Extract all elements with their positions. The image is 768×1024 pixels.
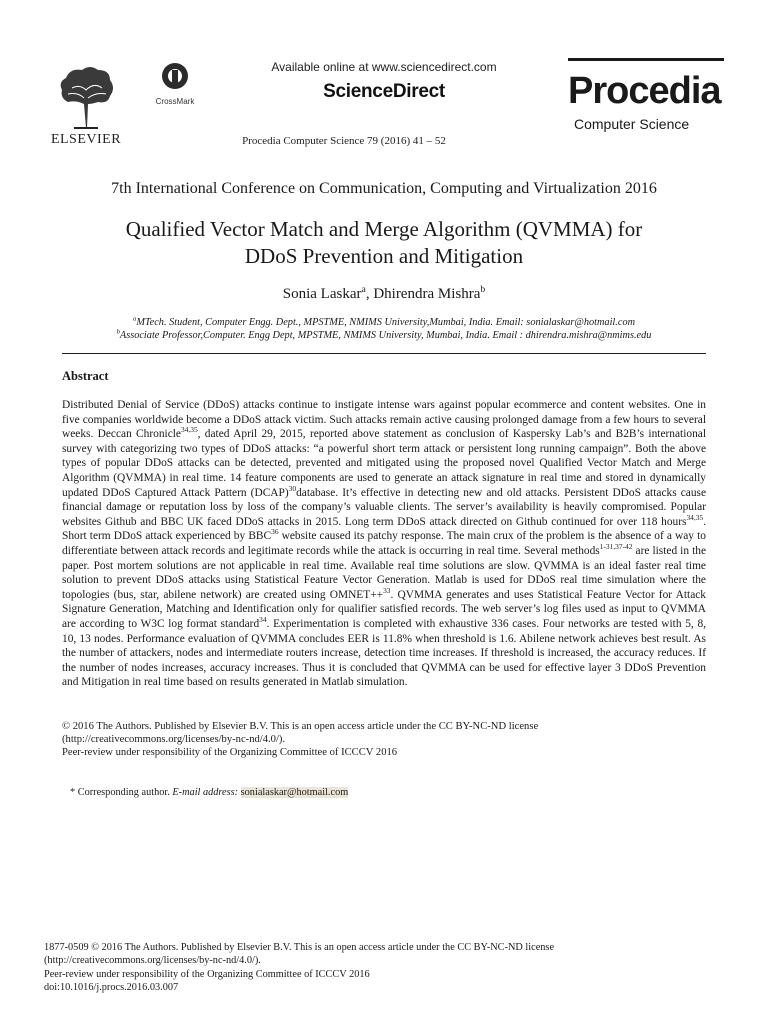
license-link[interactable]: (http://creativecommons.org/licenses/by-nc-nd/4.0/). xyxy=(62,734,286,746)
citation-ref[interactable]: 34,35 xyxy=(180,425,198,435)
citation-ref[interactable]: 34,35 xyxy=(686,512,704,522)
footer-license-link[interactable]: (http://creativecommons.org/licenses/by-nc-nd/4.0/). xyxy=(44,955,261,967)
abstract-text: website caused its patchy response. The main crux of the problem is the absence of a way to differentiate between attack records and legitimate records while the attack is occurring in real time. Several methods xyxy=(62,530,706,557)
abstract-text: database. It’s effective in detecting new and old attacks. Persistent DDoS attacks cause financial damage or reputation loss by loss of the company’s valuable clients. The server’s availability is heavily compromised. Popular websites Github and BBC UK faced DDoS attacks in 2015. Long term DDoS attack directed on Github continued for over 118 hours xyxy=(62,486,706,528)
corresponding-email-link[interactable]: sonialaskar@hotmail.com xyxy=(240,787,349,798)
abstract-heading: Abstract xyxy=(62,369,109,383)
footer-issn-line: 1877-0509 © 2016 The Authors. Published by Elsevier B.V. This is an open access article under the CC BY-NC-ND license xyxy=(44,942,555,953)
page-footer xyxy=(44,941,724,994)
citation-ref[interactable]: 36 xyxy=(271,527,279,537)
elsevier-wordmark: ELSEVIER xyxy=(50,132,122,147)
email-label: E-mail address: xyxy=(172,787,239,798)
license-block xyxy=(62,720,706,760)
affil-mark: a xyxy=(132,315,137,323)
author-list xyxy=(0,286,768,303)
procedia-title: Procedia xyxy=(568,70,721,112)
affiliation-text: Associate Professor,Computer. Engg Dept, MPSTME, NMIMS University, Mumbai, India. Email : dhirendra.mishra@nmims.edu xyxy=(119,330,652,341)
author-name: Dhirendra Mishra xyxy=(373,286,481,302)
section-divider xyxy=(62,353,706,354)
citation-ref[interactable]: 33 xyxy=(383,585,391,595)
affiliation-a xyxy=(0,317,768,328)
procedia-branding xyxy=(558,58,724,136)
peer-review-line: Peer-review under responsibility of the Organizing Committee of ICCCV 2016 xyxy=(62,747,398,759)
paper-title-line2: DDoS Prevention and Mitigation xyxy=(244,244,524,268)
available-online-text: Available online at www.sciencedirect.com xyxy=(271,60,497,74)
conference-name: 7th International Conference on Communication, Computing and Virtualization 2016 xyxy=(111,180,657,197)
procedia-subtitle: Computer Science xyxy=(574,116,690,132)
crossmark-label: CrossMark xyxy=(155,97,195,106)
abstract-text: are listed in the paper. Post mortem solutions are not applicable in real time. Available real time solutions are slow. QVMMA is an ideal faster real time solution to prevent DDoS attacks using Statistical Feature Vector Generation. Matlab is used for DDoS real time simulation where the topologies (bus, star, abilene network) are created using OMNET++ xyxy=(62,544,706,601)
author-affil-mark: b xyxy=(480,284,486,295)
paper-title xyxy=(60,216,708,270)
journal-reference: Procedia Computer Science 79 (2016) 41 – 52 xyxy=(242,135,446,147)
citation-ref[interactable]: 34 xyxy=(259,615,267,625)
abstract-text: . Short term DDoS attack experienced by BBC xyxy=(62,515,706,543)
corresponding-author xyxy=(70,787,348,798)
author-affil-mark: a xyxy=(361,284,366,295)
affiliation-b xyxy=(0,330,768,341)
abstract-text: , dated April 29, 2015, reported above statement as conclusion of Kaspersky Lab’s and B2B’s international survey with categorizing two types of DDoS attacks: “a powerful short term attack or persistent long running campaign”. Both the above types of popular DDoS attacks can be detected, prevented and mitigated using the proposed novel Qualified Vector Match and Merge Algorithm (QVMMA) in real time. 14 feature components are used to generate an attack signature in real time and stored in dynamically updated DDoS Captured Attack Pattern (DCAP) xyxy=(62,428,706,499)
footer-doi[interactable]: doi:10.1016/j.procs.2016.03.007 xyxy=(44,981,179,993)
license-line: © 2016 The Authors. Published by Elsevier B.V. This is an open access article under the CC BY-NC-ND license xyxy=(62,721,539,732)
sciencedirect-wordmark: ScienceDirect xyxy=(323,81,445,102)
corresponding-prefix: * Corresponding author. xyxy=(70,787,170,798)
procedia-rule xyxy=(568,58,724,61)
abstract-body xyxy=(62,398,706,690)
affil-mark: b xyxy=(116,328,120,336)
citation-ref[interactable]: 30 xyxy=(288,483,297,493)
paper-title-line1: Qualified Vector Match and Merge Algorithm (QVMMA) for xyxy=(125,217,643,241)
author-separator: , xyxy=(365,286,374,302)
abstract-text: Distributed Denial of Service (DDoS) attacks continue to instigate intense wars against popular ecommerce and content websites. One in five companies worldwide become a DDoS attack victim. Such attacks remain active causing prolonged damage from a few hours to several weeks. Deccan Chronicle xyxy=(62,399,706,441)
citation-ref[interactable]: 1-31,37-42 xyxy=(599,542,633,552)
footer-peer-review: Peer-review under responsibility of the Organizing Committee of ICCCV 2016 xyxy=(44,968,370,980)
author-name: Sonia Laskar xyxy=(282,286,362,302)
abstract-text: . Experimentation is completed with exhaustive 336 cases. Four networks are tested with 5, 8, 10, 13 nodes. Performance evaluation of QVMMA concludes EER is 11.8% when threshold is 1.6. Abilene network achieves best result. As the number of attackers, nodes and intermediate routers increase, detection time increases. If threshold is increased, the accuracy reduces. If the number of nodes increases, accuracy increases. Thus it is concluded that QVMMA can be used for effective layer 3 DDoS Prevention and Mitigation in real time based on results generated in Matlab simulation. xyxy=(62,617,706,689)
affiliation-text: MTech. Student, Computer Engg. Dept., MPSTME, NMIMS University,Mumbai, India. Email: sonialaskar@hotmail.com xyxy=(136,317,636,328)
abstract-text: . QVMMA generates and uses Statistical Feature Vector for Attack Signature Generation, Matching and Identification only for qualifier satisfied records. The web server’s log files used as input to QVMMA are according to W3C log format standard xyxy=(62,588,706,630)
